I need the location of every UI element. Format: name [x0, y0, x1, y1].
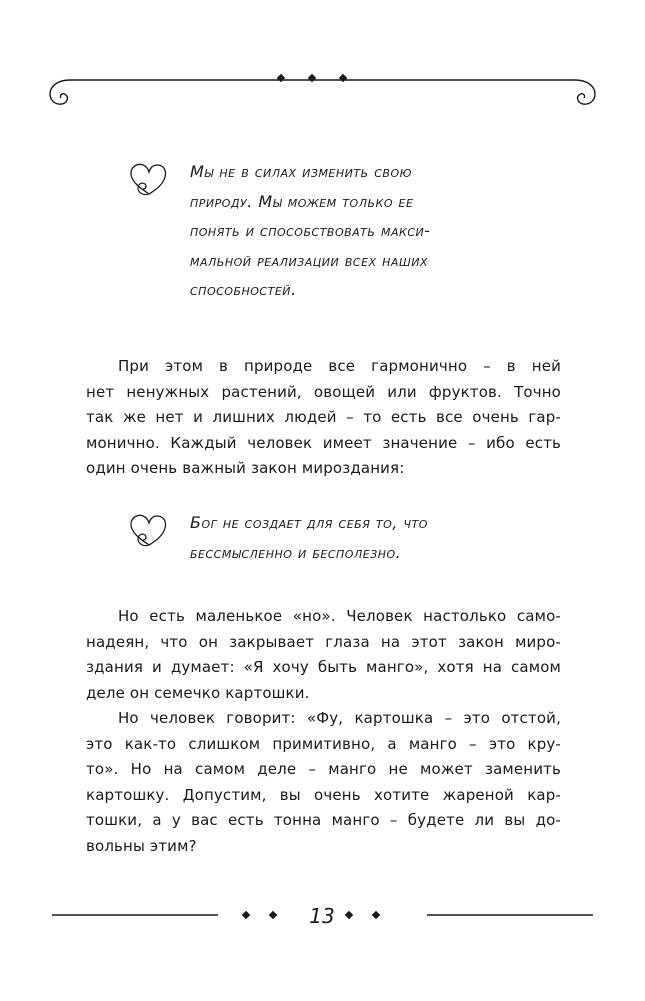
text-line: один очень важный закон мироздания: [86, 459, 405, 477]
left-scroll-ornament [50, 80, 70, 104]
paragraph [86, 354, 561, 482]
top-ornament [0, 0, 645, 120]
text-line: вольны этим? [86, 836, 197, 855]
page-number: 13 [309, 904, 335, 928]
text-line: монично. Каждый человек имеет значение – ибо есть [86, 433, 561, 452]
text-line: картошку. Допустим, вы очень хотите жареной кар- [86, 785, 561, 804]
heart-icon [126, 160, 172, 200]
text-line: это как-то слишком примитивно, а манго – это кру- [86, 734, 561, 753]
text-line: так же нет и лишних людей – то есть все очень гар- [86, 408, 561, 426]
text-line: деле он семечко картошки. [86, 683, 310, 702]
paragraph [86, 604, 561, 706]
quote-text [190, 508, 490, 567]
text-line: нет ненужных растений, овощей или фруктов. Точно [86, 382, 561, 401]
text-line: При этом в природе все гармонично – в ней [118, 357, 561, 375]
text-line: тошки, а у вас есть тонна манго – будете ли вы до- [86, 811, 561, 829]
paragraph [86, 706, 561, 859]
text-line: то». Но на самом деле – манго не может заменить [86, 760, 561, 778]
quote-line: Бог не создает для себя то, что [190, 513, 428, 532]
diamond-ornament [308, 74, 316, 82]
heart-icon [126, 511, 172, 551]
text-line: Но человек говорит: «Фу, картошка – это отстой, [118, 709, 561, 727]
text-line: надеян, что он закрывает глаза на этот закон миро- [86, 632, 561, 651]
quote-line: бессмысленно и бесполезно. [190, 542, 402, 562]
diamond-ornament [339, 74, 347, 82]
diamond-ornament [277, 74, 285, 82]
quote-line: мальной реализации всех наших [190, 250, 428, 270]
right-scroll-ornament [575, 80, 595, 104]
quote-text [190, 157, 490, 305]
quote-line: способностей. [190, 280, 297, 299]
text-line: здания и думает: «Я хочу быть манго», хотя на самом [86, 658, 561, 676]
text-line: Но есть маленькое «но». Человек настолько само- [118, 607, 561, 625]
quote-line: Мы не в силах изменить свою [190, 162, 412, 181]
quote-line: природу. Мы можем только ее [190, 191, 414, 211]
quote-line: понять и способствовать макси- [190, 221, 431, 240]
